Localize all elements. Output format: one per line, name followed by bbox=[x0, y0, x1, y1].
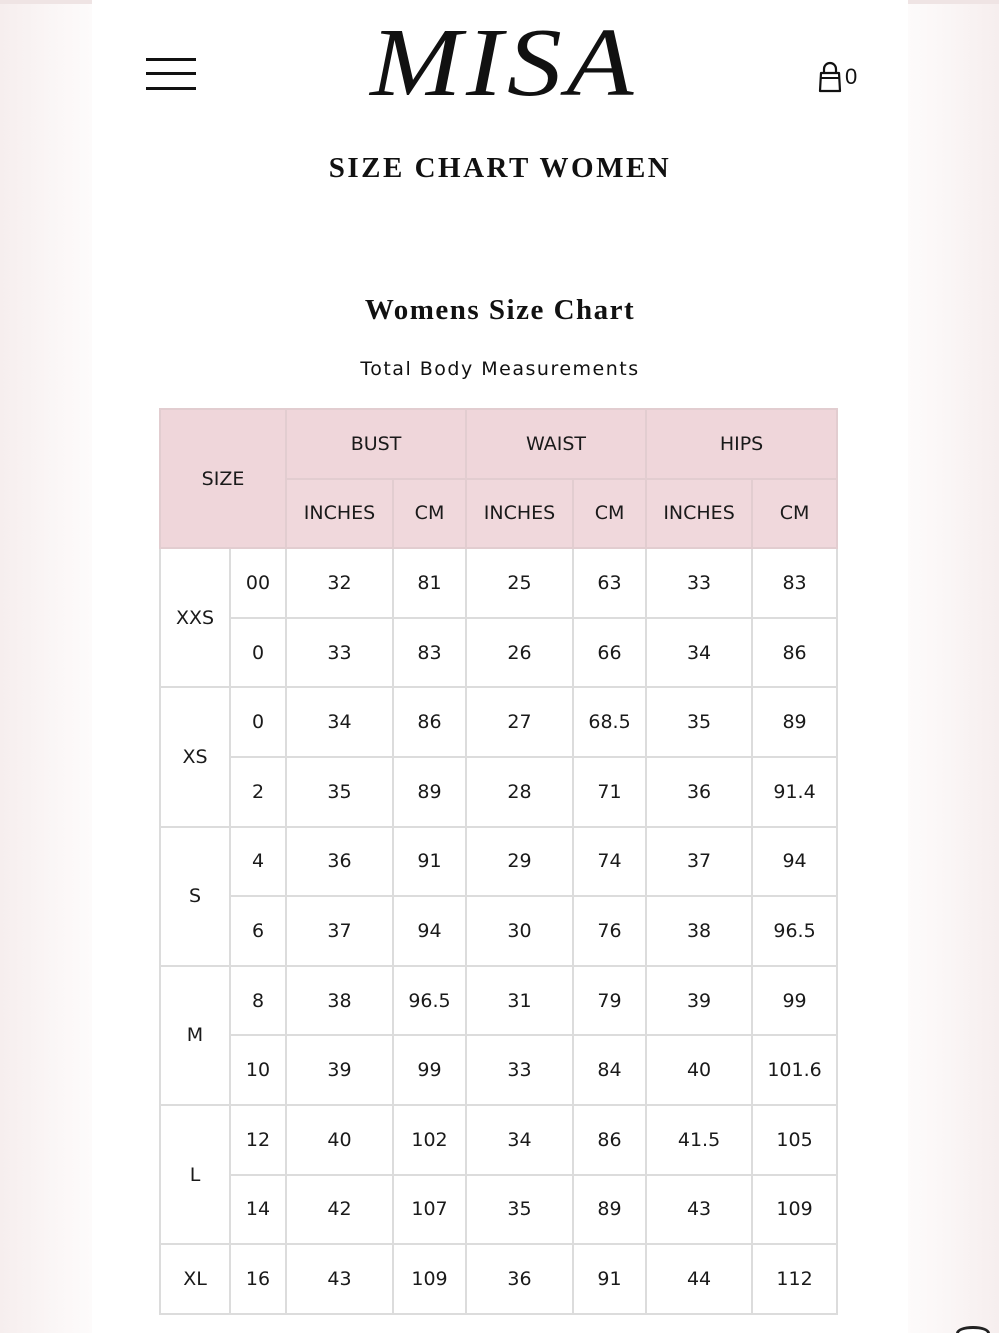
waist-inches-cell: 33 bbox=[466, 1035, 573, 1105]
size-group-label: XXS bbox=[160, 548, 230, 687]
hips-inches-cell: 39 bbox=[646, 966, 752, 1036]
waist-inches-header: INCHES bbox=[466, 479, 573, 549]
hips-inches-cell: 44 bbox=[646, 1244, 752, 1314]
size-chart-subtitle: Total Body Measurements bbox=[360, 358, 640, 380]
waist-cm-cell: 79 bbox=[573, 966, 646, 1036]
bust-inches-cell: 42 bbox=[286, 1175, 393, 1245]
bust-inches-cell: 37 bbox=[286, 896, 393, 966]
size-group-label: S bbox=[160, 827, 230, 966]
waist-inches-cell: 35 bbox=[466, 1175, 573, 1245]
hamburger-menu-icon[interactable] bbox=[146, 58, 196, 92]
table-row bbox=[160, 618, 837, 688]
size-table-body bbox=[160, 548, 837, 1314]
waist-cm-cell: 66 bbox=[573, 618, 646, 688]
hips-inches-cell: 35 bbox=[646, 687, 752, 757]
hips-inches-cell: 34 bbox=[646, 618, 752, 688]
bust-inches-cell: 43 bbox=[286, 1244, 393, 1314]
size-number: 8 bbox=[230, 966, 286, 1036]
bust-cm-cell: 91 bbox=[393, 827, 466, 897]
hips-cm-cell: 89 bbox=[752, 687, 837, 757]
bust-cm-cell: 109 bbox=[393, 1244, 466, 1314]
waist-column-header: WAIST bbox=[466, 409, 646, 479]
waist-inches-cell: 27 bbox=[466, 687, 573, 757]
waist-cm-cell: 68.5 bbox=[573, 687, 646, 757]
size-number: 4 bbox=[230, 827, 286, 897]
waist-cm-cell: 91 bbox=[573, 1244, 646, 1314]
bust-cm-cell: 96.5 bbox=[393, 966, 466, 1036]
size-number: 0 bbox=[230, 618, 286, 688]
table-row bbox=[160, 966, 837, 1036]
table-row bbox=[160, 1175, 837, 1245]
bust-inches-cell: 32 bbox=[286, 548, 393, 618]
bust-cm-cell: 81 bbox=[393, 548, 466, 618]
bust-column-header: BUST bbox=[286, 409, 466, 479]
waist-cm-cell: 89 bbox=[573, 1175, 646, 1245]
bust-inches-cell: 40 bbox=[286, 1105, 393, 1175]
cart-button[interactable] bbox=[818, 60, 857, 94]
size-group-label: L bbox=[160, 1105, 230, 1244]
waist-inches-cell: 31 bbox=[466, 966, 573, 1036]
size-number: 10 bbox=[230, 1035, 286, 1105]
bust-inches-header: INCHES bbox=[286, 479, 393, 549]
waist-cm-cell: 71 bbox=[573, 757, 646, 827]
waist-inches-cell: 25 bbox=[466, 548, 573, 618]
bust-inches-cell: 38 bbox=[286, 966, 393, 1036]
bust-cm-cell: 99 bbox=[393, 1035, 466, 1105]
hips-cm-cell: 91.4 bbox=[752, 757, 837, 827]
waist-cm-header: CM bbox=[573, 479, 646, 549]
size-number: 0 bbox=[230, 687, 286, 757]
size-number: 16 bbox=[230, 1244, 286, 1314]
hips-cm-cell: 112 bbox=[752, 1244, 837, 1314]
brand-logo[interactable]: MISA bbox=[370, 9, 638, 117]
size-column-header: SIZE bbox=[160, 409, 286, 548]
waist-inches-cell: 28 bbox=[466, 757, 573, 827]
bust-cm-cell: 83 bbox=[393, 618, 466, 688]
bust-cm-header: CM bbox=[393, 479, 466, 549]
size-group-label: M bbox=[160, 966, 230, 1105]
floating-button[interactable] bbox=[956, 1326, 990, 1333]
size-chart-title: Womens Size Chart bbox=[364, 294, 636, 326]
size-number: 2 bbox=[230, 757, 286, 827]
waist-inches-cell: 30 bbox=[466, 896, 573, 966]
hips-inches-cell: 40 bbox=[646, 1035, 752, 1105]
size-group-label: XS bbox=[160, 687, 230, 826]
hips-inches-cell: 36 bbox=[646, 757, 752, 827]
hips-inches-cell: 41.5 bbox=[646, 1105, 752, 1175]
bust-cm-cell: 89 bbox=[393, 757, 466, 827]
hips-cm-cell: 101.6 bbox=[752, 1035, 837, 1105]
hips-cm-cell: 105 bbox=[752, 1105, 837, 1175]
bust-cm-cell: 102 bbox=[393, 1105, 466, 1175]
shopping-bag-icon bbox=[818, 61, 842, 93]
bust-inches-cell: 35 bbox=[286, 757, 393, 827]
waist-inches-cell: 29 bbox=[466, 827, 573, 897]
hips-cm-cell: 94 bbox=[752, 827, 837, 897]
hips-cm-header: CM bbox=[752, 479, 837, 549]
table-row bbox=[160, 687, 837, 757]
bust-inches-cell: 39 bbox=[286, 1035, 393, 1105]
hips-column-header: HIPS bbox=[646, 409, 837, 479]
size-group-label: XL bbox=[160, 1244, 230, 1314]
hips-cm-cell: 96.5 bbox=[752, 896, 837, 966]
hips-inches-cell: 33 bbox=[646, 548, 752, 618]
page bbox=[92, 0, 908, 1333]
bust-cm-cell: 107 bbox=[393, 1175, 466, 1245]
hips-cm-cell: 83 bbox=[752, 548, 837, 618]
waist-cm-cell: 86 bbox=[573, 1105, 646, 1175]
cart-count: 0 bbox=[845, 64, 858, 89]
waist-cm-cell: 76 bbox=[573, 896, 646, 966]
size-number: 14 bbox=[230, 1175, 286, 1245]
table-row bbox=[160, 1105, 837, 1175]
size-number: 12 bbox=[230, 1105, 286, 1175]
table-row bbox=[160, 548, 837, 618]
waist-inches-cell: 36 bbox=[466, 1244, 573, 1314]
hips-inches-cell: 38 bbox=[646, 896, 752, 966]
hips-inches-header: INCHES bbox=[646, 479, 752, 549]
hips-inches-cell: 37 bbox=[646, 827, 752, 897]
waist-cm-cell: 63 bbox=[573, 548, 646, 618]
page-title: SIZE CHART WOMEN bbox=[328, 152, 672, 184]
table-row bbox=[160, 896, 837, 966]
waist-cm-cell: 74 bbox=[573, 827, 646, 897]
table-row bbox=[160, 1035, 837, 1105]
bust-inches-cell: 34 bbox=[286, 687, 393, 757]
bust-cm-cell: 94 bbox=[393, 896, 466, 966]
hips-cm-cell: 109 bbox=[752, 1175, 837, 1245]
hips-inches-cell: 43 bbox=[646, 1175, 752, 1245]
size-chart-table bbox=[159, 408, 838, 1315]
hips-cm-cell: 99 bbox=[752, 966, 837, 1036]
bust-inches-cell: 33 bbox=[286, 618, 393, 688]
bust-inches-cell: 36 bbox=[286, 827, 393, 897]
waist-cm-cell: 84 bbox=[573, 1035, 646, 1105]
table-row bbox=[160, 1244, 837, 1314]
bust-cm-cell: 86 bbox=[393, 687, 466, 757]
waist-inches-cell: 26 bbox=[466, 618, 573, 688]
size-number: 6 bbox=[230, 896, 286, 966]
waist-inches-cell: 34 bbox=[466, 1105, 573, 1175]
table-row bbox=[160, 757, 837, 827]
hips-cm-cell: 86 bbox=[752, 618, 837, 688]
table-row bbox=[160, 827, 837, 897]
size-number: 00 bbox=[230, 548, 286, 618]
